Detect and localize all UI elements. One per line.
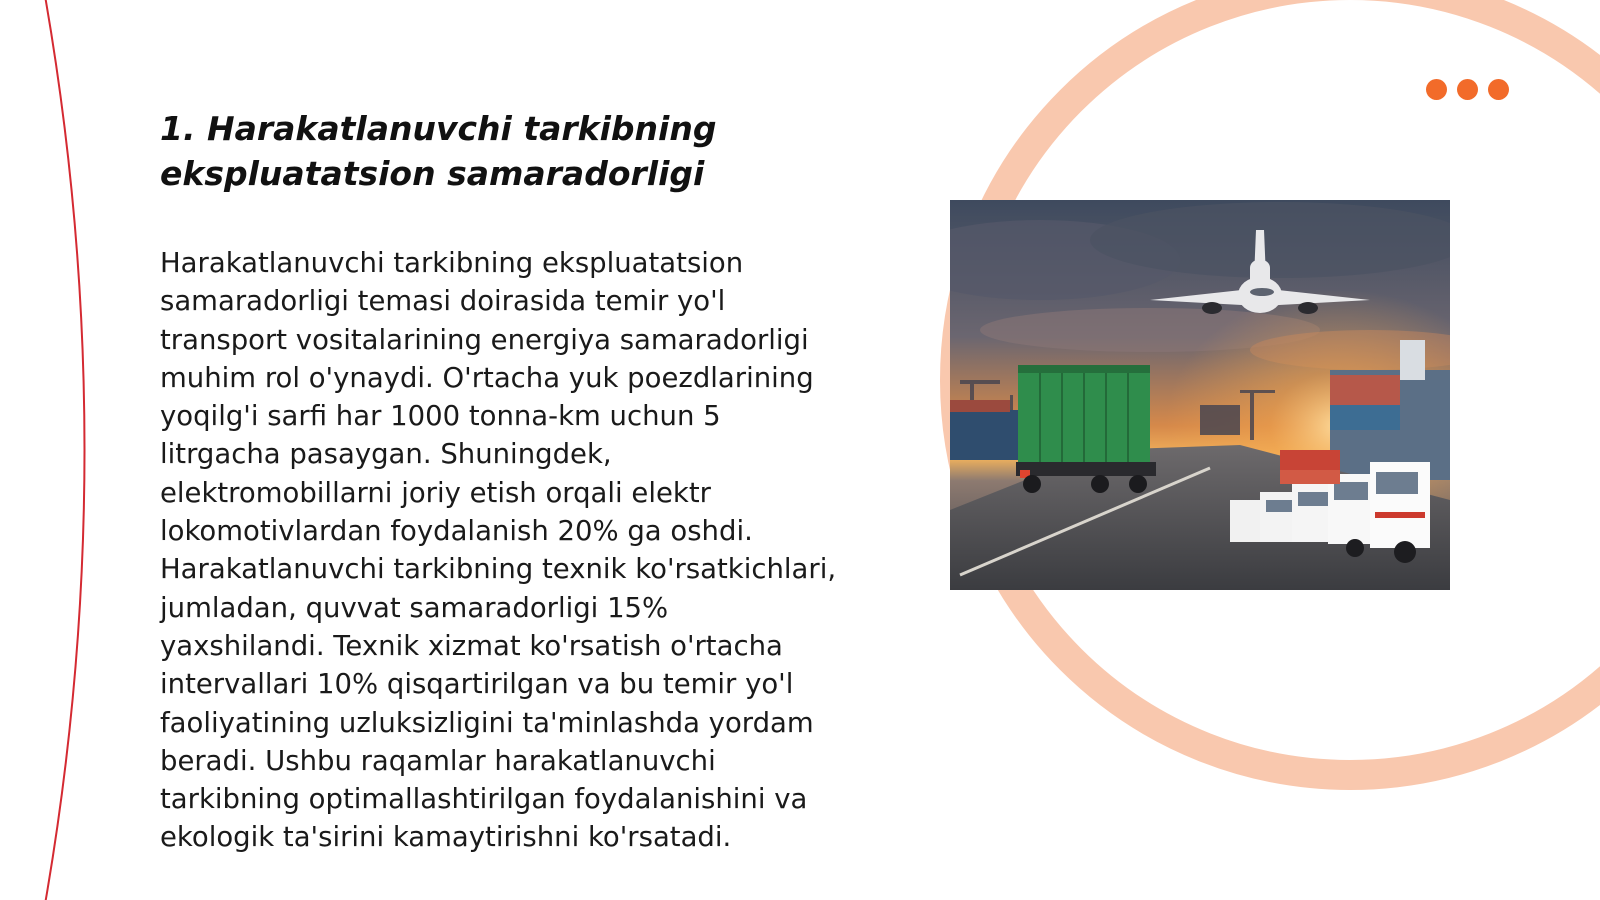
dot-icon (1488, 79, 1509, 100)
slide-body-text: Harakatlanuvchi tarkibning ekspluatatsion samaradorligi temasi doirasida temir yo'l transport vositalarining energiya samaradorligi muhim rol o'ynaydi. O'rtacha yuk poezdlarining yoqilg'i sarfi har 1000 tonna-km uchun 5 litrgacha pasaygan. Shuningdek, elektromobillarni joriy etish orqali elektr lokomotivlardan foydalanish 20% ga oshdi. Harakatlanuvchi tarkibning texnik ko'rsatkichlari, jumladan, quvvat samaradorligi 15% yaxshilandi. Texnik xizmat ko'rsatish o'rtacha intervallari 10% qisqartirilgan va bu temir yo'l faoliyatining uzluksizligini ta'minlashda yordam beradi. Ushbu raqamlar harakatlanuvchi tarkibning optimallashtirilgan foydalanishini va ekologik ta'sirini kamaytirishni ko'rsatadi. (160, 247, 837, 854)
logistics-photo (950, 200, 1450, 590)
left-curve-line (44, 0, 85, 900)
slide-title: 1. Harakatlanuvchi tarkibning ekspluatatsion samaradorligi (160, 109, 717, 193)
three-dots-icon[interactable] (1426, 79, 1512, 101)
dot-icon (1457, 79, 1478, 100)
dot-icon (1426, 79, 1447, 100)
